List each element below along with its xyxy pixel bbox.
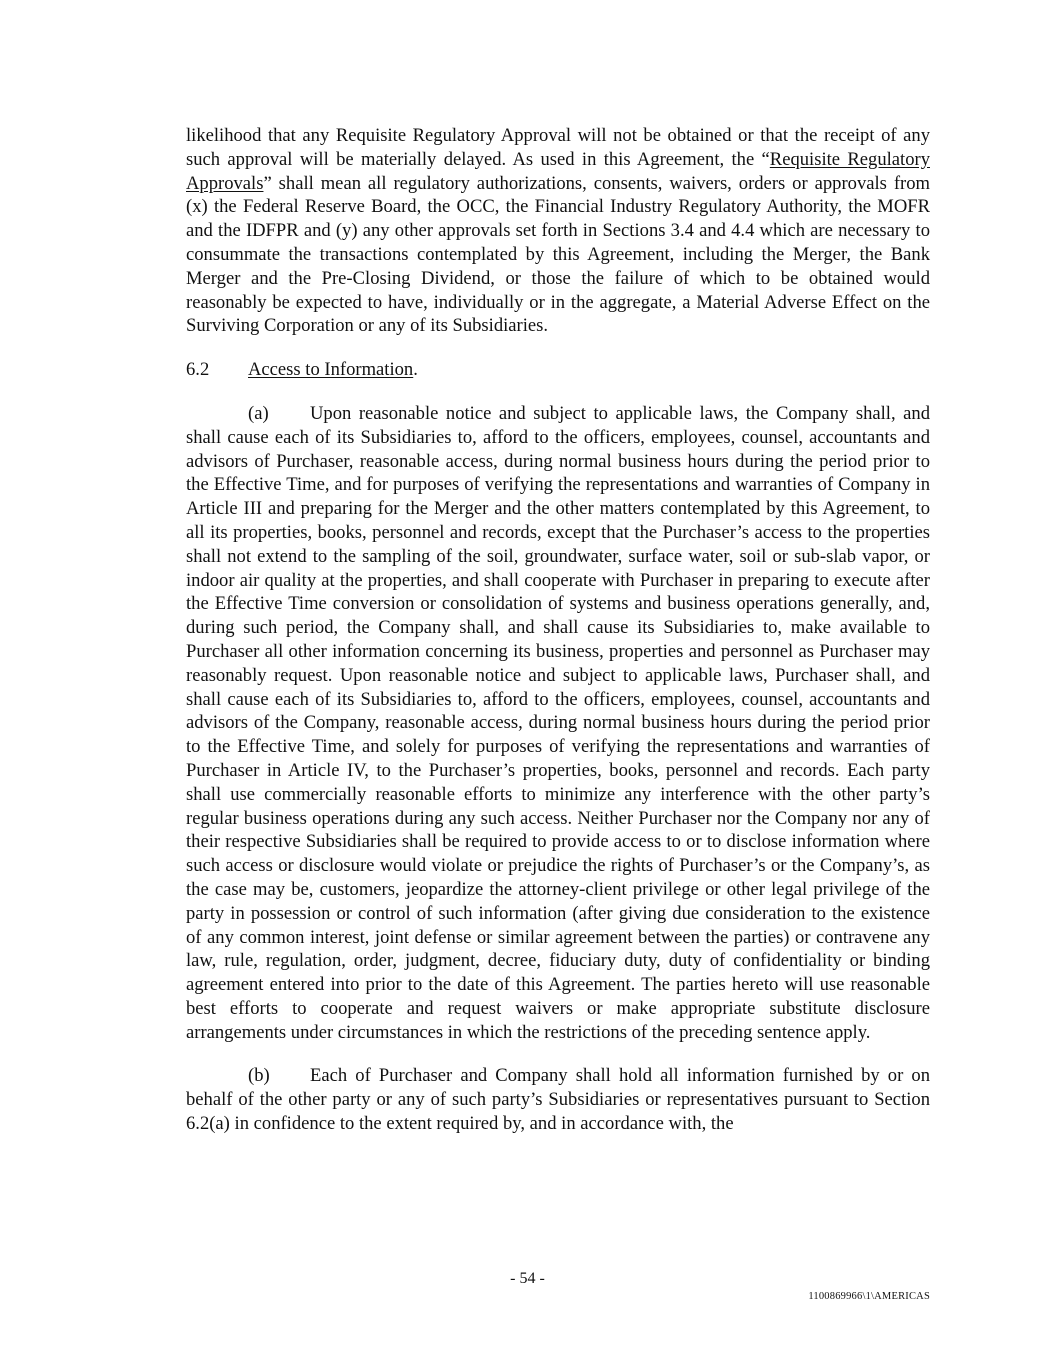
intro-paragraph	[186, 124, 930, 338]
section-title-suffix: .	[413, 359, 418, 381]
intro-text-part2: ” shall mean all regulatory authorizations, consents, waivers, orders or approvals from (x) the Federal Reserve Board, the OCC, the Financial Industry Regulatory Authority, the MOFR and the IDFPR and (y) any other approvals set forth in Sections 3.4 and 4.4 which are necessary to consummate the transactions contemplated by this Agreement, including the Merger, the Bank Merger and the Pre-Closing Dividend, or those the failure of which to be obtained would reasonably be expected to have, individually or in the aggregate, a Material Adverse Effect on the Surviving Corporation or any of its Subsidiaries.	[186, 172, 930, 337]
defined-term-requisite-regulatory-approvals: Requisite Regulatory Approvals	[186, 148, 930, 194]
document-body	[186, 124, 930, 1136]
document-id: 1100869966\1\AMERICAS	[808, 1291, 930, 1302]
subsection-a-text: Upon reasonable notice and subject to applicable laws, the Company shall, and shall cause each of its Subsidiaries to, afford to the officers, employees, counsel, accountants and advisors of Purchaser, reasonable access, during normal business hours during the period prior to the Effective Time, and for purposes of verifying the representations and warranties of Company in Article III and preparing for the Merger and the other matters contemplated by this Agreement, to all its properties, books, personnel and records, except that the Purchaser’s access to the properties shall not extend to the sampling of the soil, groundwater, surface water, soil or sub-slab vapor, or indoor air quality at the properties, and shall cooperate with Purchaser in preparing to execute after the Effective Time conversion or consolidation of systems and business operations generally, and, during such period, the Company shall, and shall cause its Subsidiaries to, make available to Purchaser all other information concerning its business, properties and personnel as Purchaser may reasonably request. Upon reasonable notice and subject to applicable laws, Purchaser shall, and shall cause each of its Subsidiaries to, afford to the officers, employees, counsel, accountants and advisors of the Company, reasonable access, during normal business hours during the period prior to the Effective Time, and solely for purposes of verifying the representations and warranties of Purchaser in Article IV, to the Purchaser’s properties, books, personnel and records. Each party shall use commercially reasonable efforts to minimize any interference with the other party’s regular business operations during any such access. Neither Purchaser nor the Company nor any of their respective Subsidiaries shall be required to provide access to or to disclose information where such access or disclosure would violate or prejudice the rights of Purchaser’s or the Company’s, as the case may be, customers, jeopardize the attorney-client privilege or other legal privilege of the party in possession or control of such information (after giving due consideration to the existence of any common interest, joint defense or similar agreement between the parties) or contravene any law, rule, regulation, order, judgment, decree, fiduciary duty, duty of confidentiality or binding agreement entered into prior to the date of this Agreement. The parties hereto will use reasonable best efforts to cooperate and request waivers or make appropriate substitute disclosure arrangements under circumstances in which the restrictions of the preceding sentence apply.	[186, 402, 930, 1043]
subsection-b-text: Each of Purchaser and Company shall hold all information furnished by or on behalf of the other party or any of such party’s Subsidiaries or representatives pursuant to Section 6.2(a) in confidence to the extent required by, and in accordance with, the	[186, 1065, 930, 1135]
subsection-a-label: (a)	[248, 402, 269, 424]
intro-text-part1: likelihood that any Requisite Regulatory Approval will not be obtained or that the receipt of any such approval will be materially delayed. As used in this Agreement, the “	[186, 125, 930, 170]
subsection-a-paragraph	[186, 402, 930, 1045]
section-number: 6.2	[186, 359, 210, 381]
page-number: - 54 -	[510, 1270, 545, 1287]
subsection-b-paragraph	[186, 1064, 930, 1135]
section-heading	[186, 358, 930, 382]
subsection-b-label: (b)	[248, 1065, 270, 1087]
section-title: Access to Information	[248, 359, 414, 381]
